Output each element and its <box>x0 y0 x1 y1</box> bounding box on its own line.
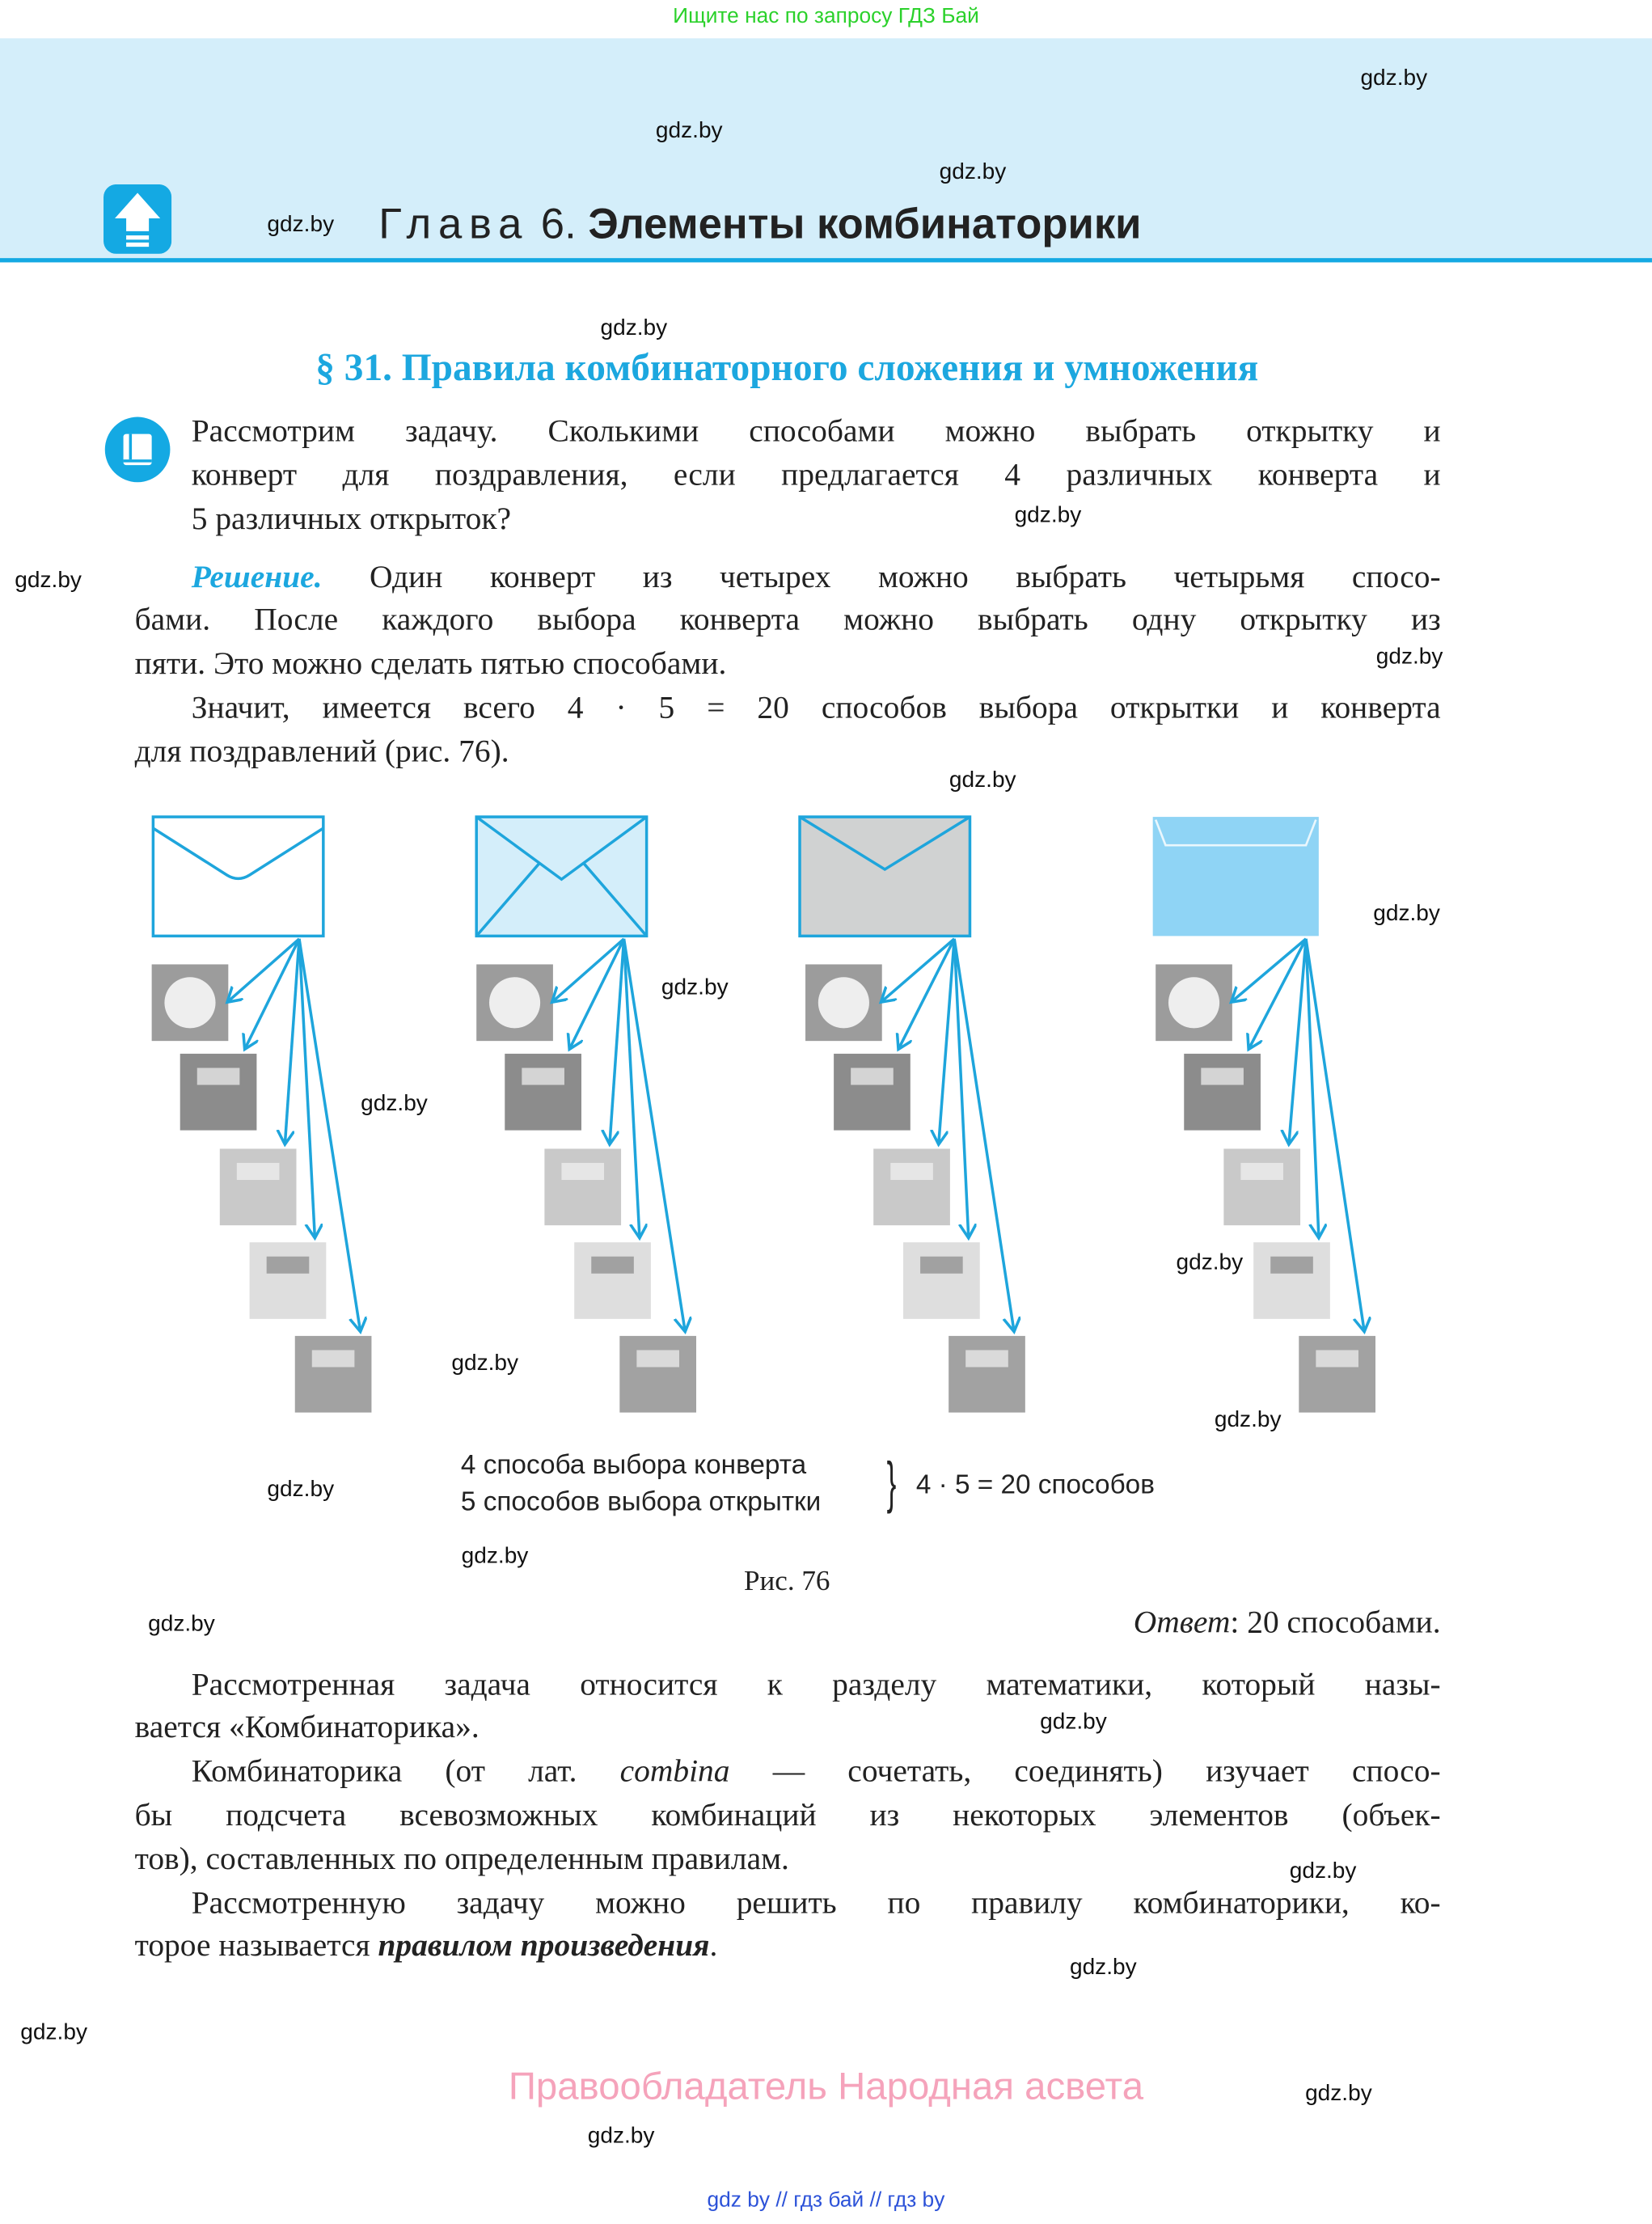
card-decoration <box>522 1068 564 1085</box>
watermark: gdz.by <box>600 316 668 340</box>
solution-line: пяти. Это можно сделать пятью способами. <box>134 645 727 681</box>
paragraph-line: тов), составленных по определенным правилам. <box>134 1841 789 1877</box>
watermark: gdz.by <box>1014 503 1082 528</box>
watermark: gdz.by <box>655 119 723 144</box>
watermark: gdz.by <box>949 768 1016 793</box>
card-decoration <box>1316 1350 1358 1367</box>
paragraph-line <box>135 1925 1441 1968</box>
watermark: gdz.by <box>1360 66 1428 91</box>
paragraph-line: бы подсчета всевозможных комбинаций из некоторых элементов (объек- <box>134 1796 1441 1833</box>
bottom-links[interactable]: gdz by // гдз бай // гдз by <box>707 2188 945 2213</box>
solution-line: Значит, имеется всего 4 · 5 = 20 способов выбора открытки и конверта <box>191 689 1441 725</box>
choice-arrow <box>570 939 624 1048</box>
box-result: 4 · 5 = 20 способов <box>915 1470 1155 1501</box>
text: торое называется <box>134 1927 378 1963</box>
choice-arrow <box>553 939 624 1001</box>
watermark: gdz.by <box>267 213 335 237</box>
greeting-card-5 <box>295 1336 372 1413</box>
book-icon <box>104 416 171 484</box>
paragraph-line: вается «Комбинаторика». <box>134 1709 480 1744</box>
watermark: gdz.by <box>661 975 729 1000</box>
greeting-card-3 <box>873 1148 950 1225</box>
problem-line: 5 различных открыток? <box>191 501 512 536</box>
card-decoration <box>851 1068 894 1085</box>
chapter-name: Элементы комбинаторики <box>588 201 1142 248</box>
watermark: gdz.by <box>1176 1250 1244 1275</box>
solution-line <box>192 556 1441 598</box>
watermark: gdz.by <box>451 1351 519 1376</box>
figure-76 <box>0 794 1652 1432</box>
watermark: gdz.by <box>267 1478 335 1503</box>
choice-arrow <box>285 939 299 1144</box>
term-product-rule: правилом произведения <box>378 1927 710 1963</box>
watermark: gdz.by <box>1214 1408 1282 1433</box>
paragraph-line <box>192 1750 1441 1793</box>
card-decoration <box>237 1163 280 1180</box>
watermark: gdz.by <box>1375 645 1443 670</box>
choice-arrow <box>882 939 954 1001</box>
greeting-card-3 <box>1223 1148 1300 1225</box>
answer <box>1134 1604 1441 1641</box>
section-title: § 31. Правила комбинаторного сложения и умножения <box>315 345 1259 389</box>
card-decoration <box>965 1350 1008 1367</box>
choice-arrow <box>245 939 299 1048</box>
greeting-card-2 <box>1184 1054 1261 1131</box>
greeting-card-3 <box>220 1148 297 1225</box>
watermark: gdz.by <box>1305 2082 1372 2107</box>
paragraph-line: Рассмотренная задача относится к разделу математики, который назы- <box>191 1666 1441 1702</box>
problem-line: Рассмотрим задачу. Сколькими способами можно выбрать открытку и <box>191 412 1441 449</box>
watermark: gdz.by <box>1040 1710 1107 1735</box>
answer-label: Ответ <box>1133 1604 1231 1640</box>
card-decoration <box>197 1068 240 1085</box>
greeting-card-3 <box>544 1148 621 1225</box>
card-decoration <box>1240 1163 1283 1180</box>
watermark: gdz.by <box>15 569 82 594</box>
solution-label: Решение. <box>191 558 323 594</box>
envelope-1 <box>153 817 323 936</box>
watermark: gdz.by <box>1373 902 1440 927</box>
card-decoration <box>920 1257 963 1274</box>
box-line-cards: 5 способов выбора открытки <box>460 1487 822 1518</box>
card-decoration <box>312 1350 355 1367</box>
watermark: gdz.by <box>20 2020 87 2045</box>
card-decoration <box>561 1163 604 1180</box>
greeting-card-4 <box>1253 1242 1330 1319</box>
card-decoration <box>890 1163 933 1180</box>
card-decoration <box>1201 1068 1244 1085</box>
choice-arrow <box>610 939 624 1144</box>
watermark: gdz.by <box>148 1612 215 1637</box>
greeting-card-5 <box>949 1336 1025 1413</box>
greeting-card-4 <box>903 1242 980 1319</box>
answer-value: : 20 способами. <box>1230 1604 1441 1640</box>
chapter-title <box>378 201 1141 250</box>
choice-arrow <box>939 939 954 1144</box>
choice-arrow <box>1232 939 1306 1001</box>
card-decoration <box>636 1350 679 1367</box>
greeting-card-2 <box>834 1054 911 1131</box>
card-decoration <box>1168 977 1219 1028</box>
copyright-footer: Правообладатель Народная асвета <box>508 2065 1144 2108</box>
chapter-label: Глава <box>378 201 530 248</box>
greeting-card-5 <box>1299 1336 1375 1413</box>
envelope-3 <box>800 817 970 936</box>
latin-term: combina <box>619 1753 730 1789</box>
text: — сочетать, соединять) изучает спосо- <box>729 1753 1441 1789</box>
greeting-card-2 <box>180 1054 257 1131</box>
card-decoration <box>489 977 540 1028</box>
search-hint[interactable]: Ищите нас по запросу ГДЗ Бай <box>673 4 979 29</box>
text: Комбинаторика (от лат. <box>191 1753 620 1789</box>
watermark: gdz.by <box>361 1092 428 1117</box>
envelope-2 <box>476 817 646 936</box>
chapter-arrow-icon[interactable] <box>104 184 171 254</box>
solution-line: для поздравлений (рис. 76). <box>134 733 509 769</box>
brace: } <box>886 1452 897 1515</box>
card-decoration <box>267 1257 310 1274</box>
greeting-card-2 <box>505 1054 581 1131</box>
envelope-4 <box>1153 817 1319 936</box>
box-line-envelopes: 4 способа выбора конверта <box>460 1450 807 1481</box>
watermark: gdz.by <box>587 2124 655 2149</box>
solution-line: бами. После каждого выбора конверта можно выбрать одну открытку из <box>134 601 1441 637</box>
paragraph-line: Рассмотренную задачу можно решить по правилу комбинаторики, ко- <box>191 1884 1441 1921</box>
text: . <box>709 1927 718 1963</box>
watermark: gdz.by <box>1289 1858 1357 1884</box>
card-decoration <box>1270 1257 1313 1274</box>
greeting-card-4 <box>574 1242 651 1319</box>
watermark: gdz.by <box>1069 1956 1137 1981</box>
choice-arrow <box>228 939 299 1001</box>
card-decoration <box>591 1257 634 1274</box>
greeting-card-4 <box>250 1242 327 1319</box>
card-decoration <box>164 977 215 1028</box>
card-decoration <box>818 977 869 1028</box>
watermark: gdz.by <box>939 160 1007 184</box>
problem-line: конверт для поздравления, если предлагается 4 различных конверта и <box>191 456 1441 493</box>
greeting-card-5 <box>619 1336 696 1413</box>
watermark: gdz.by <box>461 1544 529 1569</box>
chapter-number: 6. <box>540 201 577 248</box>
figure-caption: Рис. 76 <box>744 1565 830 1597</box>
solution-text: Один конверт из четырех можно выбрать четырьмя спосо- <box>322 558 1441 594</box>
